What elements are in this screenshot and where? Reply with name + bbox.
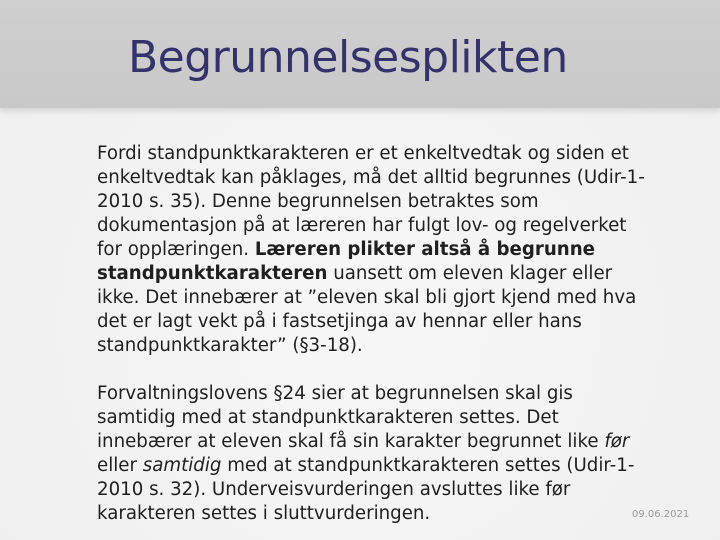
paragraph-2-text-c: med at standpunktkarakteren settes (Udir-1-2010 s. 32). Underveisvurderingen avsluttes like før karakteren settes i sluttvurderingen. <box>97 455 635 524</box>
title-bar <box>0 0 720 108</box>
paragraph-1-text-a: Fordi standpunktkarakteren er et enkeltvedtak og siden et enkeltvedtak kan påklages, må det alltid begrunnes (Udir-1-2010 s. 35). Denne begrunnelsen betraktes som dokumentasjon på at læreren har fulgt lov- og regelverket for opplæringen. <box>97 143 645 260</box>
paragraph-2-italic-1: før <box>604 431 630 452</box>
paragraph-2 <box>97 382 657 526</box>
paragraph-2-text-a: Forvaltningslovens §24 sier at begrunnelsen skal gis samtidig med at standpunktkarakteren settes. Det innebærer at eleven skal få sin karakter begrunnet like <box>97 383 605 452</box>
paragraph-1-bold: Læreren plikter altså å begrunne standpunktkarakteren <box>97 239 596 284</box>
paragraph-1-text-b: uansett om eleven klager eller ikke. Det innebærer at ”eleven skal bli gjort kjend med hva det er lagt vekt på i fastsetjinga av hennar eller hans standpunktkarakter” (§3-18). <box>97 263 637 356</box>
slide-date: 09.06.2021 <box>632 509 690 520</box>
slide-title: Begrunnelsesplikten <box>128 32 568 83</box>
paragraph-1 <box>97 142 657 358</box>
paragraph-2-text-b: eller <box>97 455 143 476</box>
paragraph-2-italic-2: samtidig <box>142 455 222 476</box>
slide-body <box>97 142 657 526</box>
